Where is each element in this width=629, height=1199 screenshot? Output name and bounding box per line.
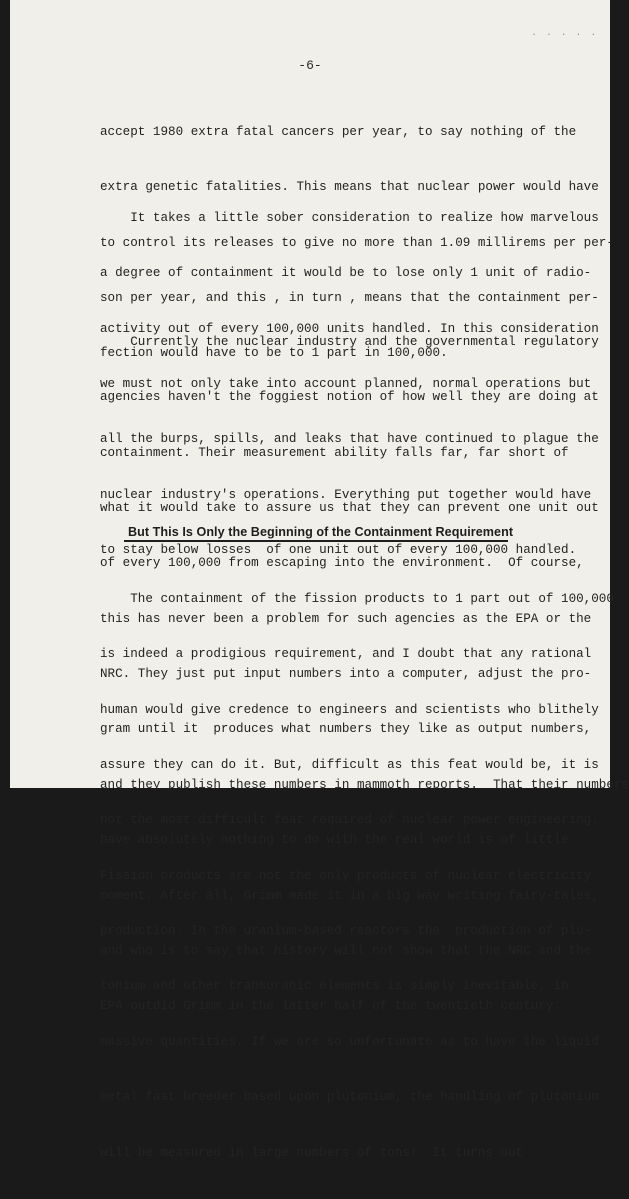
text-line: we must not only take into account planned, normal operations but bbox=[100, 376, 592, 391]
text-line: nuclear industry's operations. Everything put together would have bbox=[100, 487, 592, 502]
text-line: accept 1980 extra fatal cancers per year, to say nothing of the bbox=[100, 124, 577, 139]
page-number: -6- bbox=[298, 58, 322, 73]
text-line: and they publish these numbers in mammoth reports. That their numbers bbox=[100, 777, 629, 792]
text-line: of every 100,000 from escaping into the environment. Of course, bbox=[100, 556, 584, 571]
text-line: not the most difficult feat required of nuclear power engineering. bbox=[100, 813, 599, 828]
text-line: agencies haven't the foggiest notion of how well they are doing at bbox=[100, 390, 599, 405]
text-line: Currently the nuclear industry and the governmental regulatory bbox=[100, 334, 599, 349]
paragraph-4 bbox=[100, 553, 629, 1199]
text-line: tonium and other transuranic elements is simply inevitable, in bbox=[100, 979, 569, 994]
text-line: assure they can do it. But, difficult as this feat would be, it is bbox=[100, 757, 599, 772]
text-line: activity out of every 100,000 units handled. In this consideration bbox=[100, 321, 599, 336]
text-line: is indeed a prodigious requirement, and I doubt that any rational bbox=[100, 647, 592, 662]
heading-underline bbox=[124, 540, 508, 542]
text-line: all the burps, spills, and leaks that have continued to plague the bbox=[100, 432, 599, 447]
text-line: Fission products are not the only products of nuclear electricity bbox=[100, 868, 592, 883]
text-line: to control its releases to give no more than 1.09 millirems per per- bbox=[100, 235, 614, 250]
text-line: gram until it produces what numbers they like as output numbers, bbox=[100, 722, 592, 737]
text-line: will be measured in large numbers of tons! It turns out bbox=[100, 1145, 524, 1160]
text-line: production. In the uranium-based reactors the production of plu- bbox=[100, 924, 592, 939]
text-line: human would give credence to engineers and scientists who blithely bbox=[100, 702, 599, 717]
text-line: extra genetic fatalities. This means that nuclear power would have bbox=[100, 180, 599, 195]
corner-mark: · · · · · bbox=[531, 30, 598, 40]
text-line: massive quantities. If we are so unfortunate as to have the liquid bbox=[100, 1034, 599, 1049]
text-line: what it would take to assure us that they can prevent one unit out bbox=[100, 500, 599, 515]
text-line: moment. After all, Grimm made it in a big way writing fairy-tales, bbox=[100, 888, 599, 903]
text-line: fection would have to be to 1 part in 100,000. bbox=[100, 346, 448, 361]
text-line: and who is to say that history will not show that the NRC and the bbox=[100, 943, 592, 958]
section-heading: But This Is Only the Beginning of the Containment Requirement bbox=[128, 525, 514, 539]
text-line: EPA outdid Grimm in the latter half of the twentieth century. bbox=[100, 999, 562, 1014]
text-line: It takes a little sober consideration to realize how marvelous bbox=[100, 210, 599, 225]
document-page bbox=[10, 0, 629, 1160]
text-line: have absolutely nothing to do with the real world is of little bbox=[100, 833, 569, 848]
text-line: NRC. They just put input numbers into a computer, adjust the pro- bbox=[100, 667, 592, 682]
text-line: a degree of containment it would be to lose only 1 unit of radio- bbox=[100, 266, 592, 281]
text-line: son per year, and this , in turn , means that the containment per- bbox=[100, 290, 599, 305]
text-line: to stay below losses of one unit out of every 100,000 handled. bbox=[100, 543, 577, 558]
text-line: this has never been a problem for such agencies as the EPA or the bbox=[100, 611, 592, 626]
text-line: containment. Their measurement ability falls far, far short of bbox=[100, 445, 569, 460]
text-line: metal fast breeder based upon plutonium, the handling of plutonium bbox=[100, 1090, 599, 1105]
text-line: The containment of the fission products to 1 part out of 100,000 bbox=[100, 591, 614, 606]
